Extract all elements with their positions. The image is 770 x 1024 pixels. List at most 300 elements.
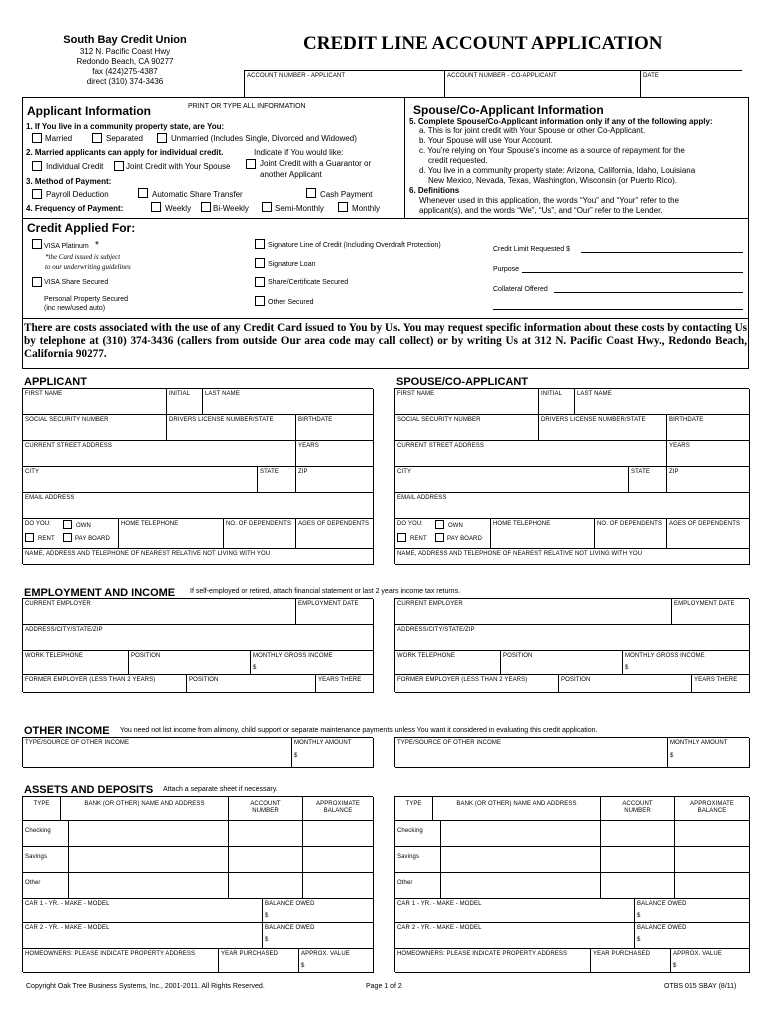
applicant-as-checking-acct[interactable] [229,821,303,847]
spouse-city[interactable] [395,467,629,493]
applicant-as-approx-hdr-label: APPROXIMATE [316,801,360,807]
acct-applicant-label: ACCOUNT NUMBER - APPLICANT [247,73,346,79]
spouse-car2-dollar: $ [637,937,641,943]
spouse-relative-label: NAME, ADDRESS AND TELEPHONE OF NEAREST RELATIVE NOT LIVING WITH YOU [397,551,643,557]
spouse-c1: c. You're relying on Your Spouse's income as a source of repayment for the [419,146,685,155]
applicant-email[interactable] [23,493,374,519]
applicant-oi-monthly-label: MONTHLY AMOUNT [294,740,352,746]
applicant-birthdate[interactable] [296,415,374,441]
applicant-car2-bal[interactable] [263,923,374,949]
applicant-ssn[interactable] [23,415,167,441]
applicant-approx-value[interactable] [299,949,374,973]
spouse-former[interactable] [395,675,559,693]
applicant-as-savings [23,847,69,873]
spouse-last-name[interactable] [575,389,750,415]
spouse-value-dollar: $ [673,963,677,969]
spouse-ages[interactable] [667,519,750,549]
auto-transfer-checkbox[interactable] [138,188,148,198]
applicant-car1-dollar: $ [265,913,269,919]
biweekly-checkbox[interactable] [201,202,211,212]
applicant-as-other [23,873,69,899]
applicant-oi-type-label: TYPE/SOURCE OF OTHER INCOME [25,740,130,746]
q2: 2. Married applicants can apply for individual credit. [26,148,224,157]
spouse-info-heading: Spouse/Co-Applicant Information [413,103,604,117]
spouse-oi-type[interactable] [395,738,668,768]
spouse-as-other-label: Other [397,880,413,886]
visa-platinum-label: VISA Platinum [44,243,89,250]
collateral-input-2[interactable] [493,309,743,310]
share-cert-label: Share/Certificate Secured [268,279,349,286]
applicant-as-savings-bal[interactable] [303,847,374,873]
applicant-employer[interactable] [23,599,296,625]
acct-applicant-field[interactable] [245,71,445,98]
cash-checkbox[interactable] [306,188,316,198]
married-label: Married [45,134,73,143]
other-income-note: You need not list income from alimony, child support or separate maintenance payments unless You want it considered in evaluating this credit application. [120,727,598,734]
assets-heading: ASSETS AND DEPOSITS [24,784,154,796]
separated-label: Separated [106,134,143,143]
assets-note: Attach a separate sheet if necessary. [163,786,278,793]
spouse-do-you [395,519,491,549]
applicant-former-position[interactable] [187,675,316,693]
applicant-payboard-label: PAY BOARD [75,536,110,542]
spouse-birthdate[interactable] [667,415,750,441]
print-note: PRINT OR TYPE ALL INFORMATION [188,103,306,110]
spouse-c2: credit requested. [428,156,488,165]
applicant-dependents-label: NO. OF DEPENDENTS [226,521,292,527]
spouse-home[interactable] [395,949,591,973]
spouse-initial[interactable] [539,389,575,415]
visa-platinum-asterisk: * [95,240,99,251]
applicant-emp-address[interactable] [23,625,374,651]
q1: 1. If You live in a community property state, are You: [26,122,225,131]
spouse-state[interactable] [629,467,667,493]
spouse-position-label: POSITION [503,653,533,659]
applicant-personal-grid [22,388,373,564]
account-number-row [244,70,742,97]
applicant-year-purchased[interactable] [219,949,299,973]
indicate-label: Indicate if You would like: [254,148,344,157]
visa-share-checkbox[interactable] [32,277,42,287]
spouse-d1: d. You live in a community property state: Arizona, California, Idaho, Louisiana [419,166,696,175]
joint-spouse-checkbox[interactable] [114,161,124,171]
spouse-years-label: YEARS [669,443,690,449]
applicant-as-other-label: Other [25,880,41,886]
spouse-def1: Whenever used in this application, the words “You” and “Your” refer to the [419,196,679,205]
spouse-street-label: CURRENT STREET ADDRESS [397,443,484,449]
applicant-state-label: STATE [260,469,279,475]
spouse-home-label: HOMEOWNERS: PLEASE INDICATE PROPERTY ADDRESS [397,951,568,957]
applicant-work-tel[interactable] [23,651,129,675]
spouse-as-savings-bank[interactable] [441,847,601,873]
applicant-street-label: CURRENT STREET ADDRESS [25,443,112,449]
applicant-employment-grid [22,598,373,692]
org-name: South Bay Credit Union [63,34,187,46]
spouse-assets-grid [394,796,749,972]
spouse-heading: SPOUSE/CO-APPLICANT [396,376,529,388]
credit-limit-label: Credit Limit Requested $ [493,246,571,253]
spouse-oi-dollar: $ [670,753,674,759]
separated-checkbox[interactable] [92,133,102,143]
spouse-gross-dollar: $ [625,665,629,671]
applicant-as-acct-hdr-label: ACCOUNT [250,801,281,807]
purpose-label: Purpose [493,266,520,273]
applicant-as-bank-hdr [61,797,229,821]
spouse-car1[interactable] [395,899,635,923]
spouse-as-bank-hdr [433,797,601,821]
weekly-label: Weekly [165,204,192,213]
individual-checkbox[interactable] [32,161,42,171]
applicant-ages-label: AGES OF DEPENDENTS [298,521,370,527]
sig-loan-label: Signature Loan [268,261,316,268]
applicant-email-label: EMAIL ADDRESS [25,495,75,501]
spouse-car2-bal-label: BALANCE OWED [637,925,687,931]
date-label: DATE [643,73,659,79]
applicant-as-checking [23,821,69,847]
visa-share-label: VISA Share Secured [44,279,109,286]
org-addr2: Redondo Beach, CA 90277 [76,57,174,66]
individual-label: Individual Credit [46,162,104,171]
applicant-car1-bal[interactable] [263,899,374,923]
form-title: CREDIT LINE ACCOUNT APPLICATION [303,33,663,54]
spouse-emp-address[interactable] [395,625,750,651]
acct-coapplicant-field[interactable] [445,71,641,98]
spouse-first-name[interactable] [395,389,539,415]
spouse-own-checkbox[interactable] [435,520,444,529]
spouse-oi-monthly-label: MONTHLY AMOUNT [670,740,728,746]
applicant-first-name-label: FIRST NAME [25,391,63,397]
applicant-as-checking-bal[interactable] [303,821,374,847]
q4: 4. Frequency of Payment: [26,204,124,213]
spouse-car1-label: CAR 1 - YR. - MAKE - MODEL [397,901,482,907]
other-income-heading: OTHER INCOME [24,725,110,737]
payroll-label: Payroll Deduction [46,190,109,199]
collateral-label: Collateral Offered [493,286,548,293]
spouse-approx-value-label: APPROX. VALUE [673,951,722,957]
spouse-drivers-license[interactable] [539,415,667,441]
monthly-label: Monthly [352,204,381,213]
spouse-as-checking [395,821,441,847]
spouse-car2-bal[interactable] [635,923,750,949]
form-number: OTBS 015 SBAY (8/11) [664,983,737,990]
applicant-work-tel-label: WORK TELEPHONE [25,653,83,659]
spouse-as-checking-label: Checking [397,828,423,834]
applicant-emp-date[interactable] [296,599,374,625]
unmarried-label: Unmarried (Includes Single, Divorced and Widowed) [171,134,357,143]
other-secured-checkbox[interactable] [255,296,265,306]
spouse-as-other-bal[interactable] [675,873,750,899]
applicant-gross[interactable] [251,651,374,675]
spouse-first-name-label: FIRST NAME [397,391,435,397]
applicant-relative[interactable] [23,549,374,565]
spouse-home-telephone[interactable] [491,519,595,549]
spouse-car1-dollar: $ [637,913,641,919]
applicant-as-bank-hdr-label: BANK (OR OTHER) NAME AND ADDRESS [84,801,205,807]
applicant-as-acct-hdr [229,797,303,821]
purpose-input[interactable] [522,272,743,273]
underwriting-note-1: *the Card issued is subject [45,253,121,261]
spouse-initial-label: INITIAL [541,391,563,397]
org-block [30,34,220,87]
applicant-as-type-hdr [23,797,61,821]
applicant-car1-label: CAR 1 - YR. - MAKE - MODEL [25,901,110,907]
spouse-other-income-grid [394,737,749,767]
applicant-last-name-label: LAST NAME [205,391,240,397]
biweekly-label: Bi-Weekly [213,204,249,213]
spouse-home-telephone-label: HOME TELEPHONE [493,521,551,527]
spouse-dependents[interactable] [595,519,667,549]
applicant-as-savings-acct[interactable] [229,847,303,873]
applicant-assets-grid [22,796,373,972]
applicant-as-type-hdr-label: TYPE [33,801,50,807]
spouse-as-type-hdr [395,797,433,821]
spouse-car2[interactable] [395,923,635,949]
applicant-car2-label: CAR 2 - YR. - MAKE - MODEL [25,925,110,931]
spouse-ssn-label: SOCIAL SECURITY NUMBER [397,417,481,423]
spouse-d2: New Mexico, Nevada, Texas, Washington, Wisconsin (or Puerto Rico). [428,176,677,185]
applicant-dependents[interactable] [224,519,296,549]
applicant-as-other-bal[interactable] [303,873,374,899]
applicant-own-checkbox[interactable] [63,520,72,529]
spouse-do-you-label: DO YOU: [397,521,423,527]
semimonthly-checkbox[interactable] [262,202,272,212]
spouse-last-name-label: LAST NAME [577,391,612,397]
applicant-car1[interactable] [23,899,263,923]
applicant-oi-monthly[interactable] [292,738,374,768]
spouse-years-there[interactable] [692,675,750,693]
spouse-as-savings-label: Savings [397,854,420,860]
spouse-zip[interactable] [667,467,750,493]
spouse-as-savings-acct[interactable] [601,847,675,873]
spouse-email[interactable] [395,493,750,519]
employment-note: If self-employed or retired, attach financial statement or last 2 years income tax returns. [190,588,461,595]
spouse-email-label: EMAIL ADDRESS [397,495,447,501]
org-direct: direct (310) 374-3436 [86,77,164,86]
spouse-dependents-label: NO. OF DEPENDENTS [597,521,663,527]
spouse-as-acct-hdr-label: ACCOUNT [622,801,653,807]
spouse-gross-label: MONTHLY GROSS INCOME [625,653,705,659]
spouse-emp-date[interactable] [672,599,750,625]
applicant-as-approx2: BALANCE [323,808,353,814]
applicant-rent-label: RENT [38,536,55,542]
applicant-home-telephone[interactable] [119,519,224,549]
semimonthly-label: Semi-Monthly [275,204,324,213]
applicant-as-savings-label: Savings [25,854,48,860]
share-cert-checkbox[interactable] [255,277,265,287]
joint-guarantor-label-1: Joint Credit with a Guarantor or [260,159,372,168]
applicant-oi-type[interactable] [23,738,292,768]
applicant-car2[interactable] [23,923,263,949]
applicant-first-name[interactable] [23,389,167,415]
spouse-as-savings-bal[interactable] [675,847,750,873]
spouse-own-label: OWN [448,523,463,529]
applicant-drivers-license[interactable] [167,415,296,441]
spouse-as-approx2: BALANCE [697,808,727,814]
applicant-value-dollar: $ [301,963,305,969]
applicant-zip-label: ZIP [298,469,308,475]
applicant-car1-bal-label: BALANCE OWED [265,901,315,907]
spouse-oi-monthly[interactable] [668,738,750,768]
spouse-as-checking-bank[interactable] [441,821,601,847]
applicant-gross-dollar: $ [253,665,257,671]
sig-loan-checkbox[interactable] [255,258,265,268]
married-checkbox[interactable] [32,133,42,143]
spouse-car1-bal-label: BALANCE OWED [637,901,687,907]
spouse-ages-label: AGES OF DEPENDENTS [669,521,741,527]
spouse-def2: applicant(s), and the words “We”, “Us”, and “Our” refer to the Lender. [419,206,663,215]
spouse-as-approx-hdr [675,797,750,821]
spouse-as-savings [395,847,441,873]
applicant-as-checking-bank[interactable] [69,821,229,847]
spouse-relative[interactable] [395,549,750,565]
org-addr1: 312 N. Pacific Coast Hwy [79,47,171,56]
spouse-city-label: CITY [397,469,412,475]
spouse-years-there-label: YEARS THERE [694,677,738,683]
spouse-work-tel[interactable] [395,651,501,675]
applicant-oi-dollar: $ [294,753,298,759]
applicant-payboard-checkbox[interactable] [63,533,72,542]
spouse-car1-bal[interactable] [635,899,750,923]
sig-line-label: Signature Line of Credit (Including Overdraft Protection) [268,242,441,249]
applicant-as-other-acct[interactable] [229,873,303,899]
spouse-gross[interactable] [623,651,750,675]
spouse-years[interactable] [667,441,750,467]
applicant-former[interactable] [23,675,187,693]
spouse-year-purchased[interactable] [591,949,671,973]
applicant-city[interactable] [23,467,258,493]
spouse-emp-date-label: EMPLOYMENT DATE [674,601,735,607]
applicant-own-label: OWN [76,523,91,529]
applicant-relative-label: NAME, ADDRESS AND TELEPHONE OF NEAREST RELATIVE NOT LIVING WITH YOU [25,551,271,557]
spouse-as-acct-hdr [601,797,675,821]
spouse-oi-type-label: TYPE/SOURCE OF OTHER INCOME [397,740,502,746]
page-number: Page 1 of 2 [366,983,402,990]
collateral-input[interactable] [554,292,743,293]
spouse-birthdate-label: BIRTHDATE [669,417,704,423]
q3: 3. Method of Payment: [26,177,112,186]
applicant-emp-date-label: EMPLOYMENT DATE [298,601,359,607]
spouse-approx-value[interactable] [671,949,750,973]
spouse-employer-label: CURRENT EMPLOYER [397,601,463,607]
applicant-emp-address-label: ADDRESS/CITY/STATE/ZIP [25,627,103,633]
spouse-as-other-bank[interactable] [441,873,601,899]
spouse-payboard-checkbox[interactable] [435,533,444,542]
spouse-p5: 5. Complete Spouse/Co-Applicant information only if any of the following apply: [409,117,713,126]
spouse-payboard-label: PAY BOARD [447,536,482,542]
spouse-as-other-acct[interactable] [601,873,675,899]
spouse-position[interactable] [501,651,623,675]
spouse-state-label: STATE [631,469,650,475]
spouse-as-bank-hdr-label: BANK (OR OTHER) NAME AND ADDRESS [456,801,577,807]
applicant-home-label: HOMEOWNERS: PLEASE INDICATE PROPERTY ADDRESS [25,951,196,957]
applicant-as-acct2: NUMBER [252,808,279,814]
applicant-years-there-label: YEARS THERE [318,677,362,683]
spouse-employment-grid [394,598,749,692]
spouse-rent-checkbox[interactable] [397,533,406,542]
applicant-former-position-label: POSITION [189,677,219,683]
spouse-as-other [395,873,441,899]
applicant-heading: APPLICANT [24,376,87,388]
applicant-do-you [23,519,119,549]
applicant-home-telephone-label: HOME TELEPHONE [121,521,179,527]
spouse-car2-label: CAR 2 - YR. - MAKE - MODEL [397,925,482,931]
spouse-street[interactable] [395,441,667,467]
applicant-initial-label: INITIAL [169,391,191,397]
cash-label: Cash Payment [320,190,373,199]
applicant-do-you-label: DO YOU: [25,521,51,527]
applicant-last-name[interactable] [203,389,374,415]
applicant-state[interactable] [258,467,296,493]
applicant-street[interactable] [23,441,296,467]
spouse-former-position-label: POSITION [561,677,591,683]
spouse-b: b. Your Spouse will use Your Account. [419,136,553,145]
spouse-year-purchased-label: YEAR PURCHASED [593,951,651,957]
applicant-initial[interactable] [167,389,203,415]
spouse-zip-label: ZIP [669,469,679,475]
visa-platinum-checkbox[interactable] [32,239,42,249]
applicant-as-approx-hdr [303,797,374,821]
applicant-as-savings-bank[interactable] [69,847,229,873]
spouse-emp-address-label: ADDRESS/CITY/STATE/ZIP [397,627,475,633]
applicant-city-label: CITY [25,469,40,475]
date-field[interactable] [641,71,743,98]
applicant-years-label: YEARS [298,443,319,449]
unmarried-checkbox[interactable] [157,133,167,143]
joint-spouse-label: Joint Credit with Your Spouse [126,162,231,171]
spouse-personal-grid [394,388,749,564]
applicant-car2-dollar: $ [265,937,269,943]
disclosure-text: There are costs associated with the use of any Credit Card issued to You by Us. You may request specific information about these costs by contacting Us by telephone at (310) 374-3436 (callers from outside Our area code may call collect) or by writing Us at 312 N. Pacific Coast Hwy., Redondo Beach, California 90277. [24,322,747,360]
personal-property-label-1: Personal Property Secured [44,296,129,303]
applicant-position[interactable] [129,651,251,675]
spouse-former-label: FORMER EMPLOYER (LESS THAN 2 YEARS) [397,677,528,683]
spouse-employer[interactable] [395,599,672,625]
applicant-zip[interactable] [296,467,374,493]
personal-property-label-2: (inc new/used auto) [44,305,106,312]
applicant-ssn-label: SOCIAL SECURITY NUMBER [25,417,109,423]
applicant-as-other-bank[interactable] [69,873,229,899]
sig-line-checkbox[interactable] [255,239,265,249]
applicant-year-purchased-label: YEAR PURCHASED [221,951,279,957]
spouse-former-position[interactable] [559,675,692,693]
applicant-home[interactable] [23,949,219,973]
joint-guarantor-checkbox[interactable] [246,159,256,169]
applicant-rent-checkbox[interactable] [25,533,34,542]
payroll-checkbox[interactable] [32,189,42,199]
applicant-as-checking-label: Checking [25,828,51,834]
monthly-checkbox[interactable] [338,202,348,212]
applicant-ages[interactable] [296,519,374,549]
spouse-ssn[interactable] [395,415,539,441]
applicant-years[interactable] [296,441,374,467]
applicant-former-label: FORMER EMPLOYER (LESS THAN 2 YEARS) [25,677,156,683]
credit-limit-input[interactable] [581,252,743,253]
spouse-rent-label: RENT [410,536,427,542]
weekly-checkbox[interactable] [151,202,161,212]
applicant-drivers-license-label: DRIVERS LICENSE NUMBER/STATE [169,417,274,423]
applicant-employer-label: CURRENT EMPLOYER [25,601,91,607]
applicant-years-there[interactable] [316,675,374,693]
copyright: Copyright Oak Tree Business Systems, Inc., 2001-2011. All Rights Reserved. [26,983,265,990]
spouse-as-checking-bal[interactable] [675,821,750,847]
spouse-p6: 6. Definitions [409,186,460,195]
applicant-gross-label: MONTHLY GROSS INCOME [253,653,333,659]
spouse-as-checking-acct[interactable] [601,821,675,847]
underwriting-note-2: to our underwriting guidelines [45,263,131,271]
other-secured-label: Other Secured [268,299,314,306]
applicant-position-label: POSITION [131,653,161,659]
applicant-approx-value-label: APPROX. VALUE [301,951,350,957]
